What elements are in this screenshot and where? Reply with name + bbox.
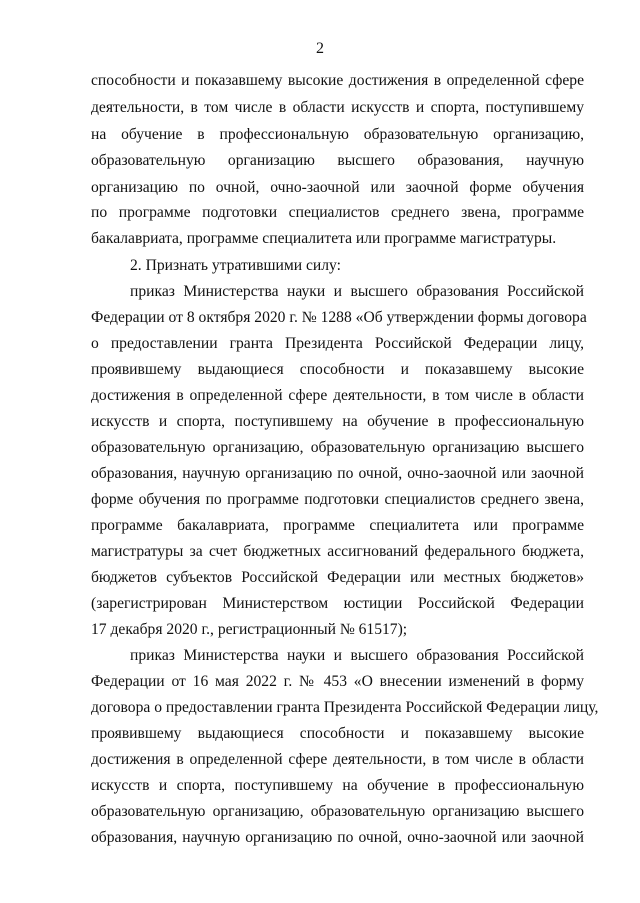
text-line: Федерации от 16 мая 2022 г. № 453 «О внесении изменений в форму	[91, 673, 584, 690]
text-line: искусств и спорта, поступившему на обучение в профессиональную	[91, 777, 584, 794]
text-line: образовательную организацию, образовательную организацию высшего	[91, 439, 584, 456]
text-line: образовательную организацию, образовательную организацию высшего	[91, 803, 584, 820]
text-line: проявившему выдающиеся способности и показавшему высокие	[91, 725, 584, 742]
text-line: образования, научную организацию по очной, очно-заочной или заочной	[91, 829, 584, 846]
page-number: 2	[316, 40, 324, 57]
text-line: деятельности, в том числе в области искусств и спорта, поступившему	[91, 99, 584, 116]
text-line: достижения в определенной сфере деятельности, в том числе в области	[91, 751, 584, 768]
text-line: на обучение в профессиональную образовательную организацию,	[91, 126, 584, 143]
text-line: искусств и спорта, поступившему на обучение в профессиональную	[91, 413, 584, 430]
text-line: проявившему выдающиеся способности и показавшему высокие	[91, 361, 584, 378]
text-line: 17 декабря 2020 г., регистрационный № 61517);	[91, 621, 408, 638]
text-line: по программе подготовки специалистов среднего звена, программе	[91, 204, 584, 221]
text-line: образовательную организацию высшего образования, научную	[91, 152, 584, 169]
text-line: программе бакалавриата, программе специалитета или программе	[91, 517, 584, 534]
text-line: форме обучения по программе подготовки специалистов среднего звена,	[91, 491, 584, 508]
text-line: способности и показавшему высокие достижения в определенной сфере	[91, 72, 584, 89]
text-line: приказ Министерства науки и высшего образования Российской	[130, 283, 584, 300]
text-line: достижения в определенной сфере деятельности, в том числе в области	[91, 387, 584, 404]
text-line: договора о предоставлении гранта Президента Российской Федерации лицу,	[91, 699, 599, 716]
text-line: о предоставлении гранта Президента Российской Федерации лицу,	[91, 335, 584, 352]
text-line: магистратуры за счет бюджетных ассигнований федерального бюджета,	[91, 543, 584, 560]
text-line: приказ Министерства науки и высшего образования Российской	[130, 647, 584, 664]
text-line: организацию по очной, очно-заочной или заочной форме обучения	[91, 179, 584, 196]
text-line: Федерации от 8 октября 2020 г. № 1288 «Об утверждении формы договора	[91, 309, 587, 326]
text-line: бакалавриата, программе специалитета или программе магистратуры.	[91, 230, 557, 247]
text-line: образования, научную организацию по очной, очно-заочной или заочной	[91, 465, 584, 482]
section-heading: 2. Признать утратившими силу:	[130, 257, 341, 274]
text-line: (зарегистрирован Министерством юстиции Российской Федерации	[91, 595, 584, 612]
text-line: бюджетов субъектов Российской Федерации или местных бюджетов»	[91, 569, 584, 586]
